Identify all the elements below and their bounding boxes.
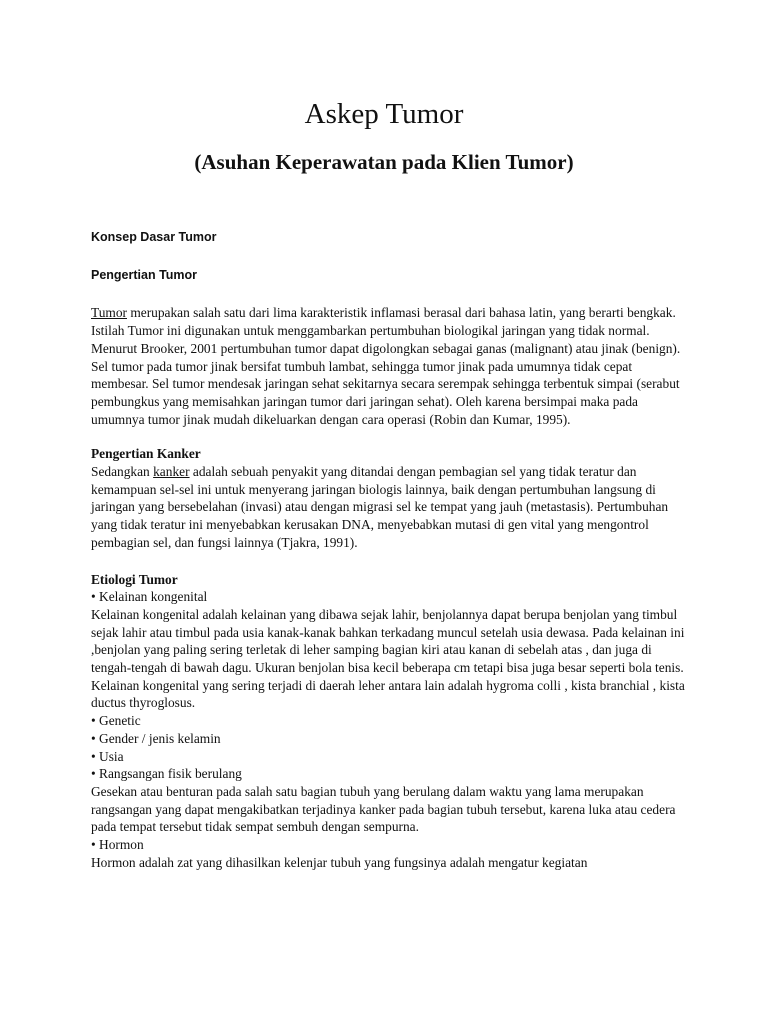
tumor-paragraph-2: Sel tumor pada tumor jinak bersifat tumbuh lambat, sehingga tumor jinak pada umumnya tidak cepat membesar. Sel tumor mendesak jaringan sehat sekitarnya secara serempak sehingga terbentuk simpai (serabut pembungkus yang memisahkan jaringan tumor dari jaringan sehat). Oleh karena bersimpai maka pada umumnya tumor jinak mudah dikeluarkan dengan cara operasi (Robin dan Kumar, 1995).	[91, 358, 680, 427]
section-heading-konsep: Konsep Dasar Tumor	[91, 230, 217, 244]
section-heading-etiologi: Etiologi Tumor	[91, 571, 178, 587]
tumor-paragraph-text: merupakan salah satu dari lima karakteristik inflamasi berasal dari bahasa latin, yang berarti bengkak. Istilah Tumor ini digunakan untuk menggambarkan pertumbuhan biologikal jaringan yang tidak normal. Menurut Brooker, 2001 pertumbuhan tumor dapat digolongkan sebagai ganas (malignant) atau jinak (benign).	[91, 305, 681, 356]
bullet-usia: • Usia	[91, 748, 124, 764]
kanker-paragraph	[91, 463, 691, 552]
document-body	[91, 229, 691, 872]
tumor-paragraph	[91, 304, 691, 357]
bullet-rangsangan: • Rangsangan fisik berulang	[91, 766, 242, 782]
document-title: Askep Tumor	[304, 98, 464, 130]
bullet-gender: • Gender / jenis kelamin	[91, 730, 221, 746]
kanker-link[interactable]: kanker	[153, 464, 190, 480]
rangsangan-text: Gesekan atau benturan pada salah satu bagian tubuh yang berulang dalam waktu yang lama merupakan rangsangan yang dapat mengakibatkan terjadinya kanker pada bagian tubuh tersebut, karena luka atau cedera pada tempat tersebut tidak sempat sembuh dengan sempurna.	[91, 783, 676, 835]
kanker-paragraph-before: Sedangkan	[91, 464, 154, 480]
hormon-text: Hormon adalah zat yang dihasilkan kelenjar tubuh yang fungsinya adalah mengatur kegiatan	[91, 854, 588, 870]
section-heading-pengertian-tumor: Pengertian Tumor	[91, 267, 198, 282]
kanker-paragraph-after: adalah sebuah penyakit yang ditandai dengan pembagian sel yang tidak teratur dan kemampuan sel-sel ini untuk menyerang jaringan biologis lainnya, baik dengan pertumbuhan langsung di jaringan yang bersebelahan (invasi) atau dengan migrasi sel ke tempat yang jauh (metastasis). Pertumbuhan yang tidak teratur ini menyebabkan kerusakan DNA, menyebabkan mutasi di gen vital yang mengontrol pembagian sel, dan fungsi lainnya (Tjakra, 1991).	[91, 464, 669, 550]
bullet-genetic: • Genetic	[91, 713, 141, 729]
section-heading-pengertian-kanker: Pengertian Kanker	[91, 446, 201, 462]
tumor-link[interactable]: Tumor	[91, 305, 127, 321]
kelainan-text: Kelainan kongenital adalah kelainan yang dibawa sejak lahir, benjolannya dapat berupa benjolan yang timbul sejak lahir atau timbul pada usia kanak-kanak bahkan terkadang muncul setelah usia dewasa. Pada kelainan ini ,benjolan yang paling sering terletak di leher samping bagian kiri atau kanan di sebelah atas , dan juga di tengah-tengah di bawah dagu. Ukuran benjolan bisa kecil beberapa cm tetapi bisa juga besar seperti bola tenis. Kelainan kongenital yang sering terjadi di daerah leher antara lain adalah hygroma colli , kista branchial , kista ductus thyroglosus.	[91, 606, 685, 711]
bullet-hormon: • Hormon	[91, 837, 144, 853]
bullet-kelainan: • Kelainan kongenital	[91, 589, 208, 605]
document-subtitle: (Asuhan Keperawatan pada Klien Tumor)	[194, 150, 574, 174]
